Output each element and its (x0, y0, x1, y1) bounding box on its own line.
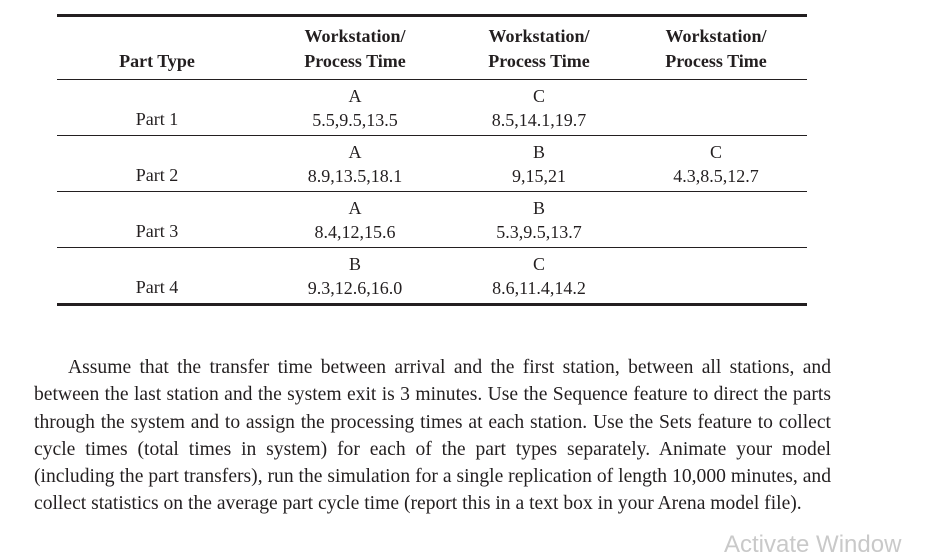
part-sequence-table (57, 14, 807, 306)
table-row (57, 248, 807, 305)
part-type-cell: Part 1 (135, 109, 179, 129)
part-type-cell: Part 2 (135, 165, 179, 185)
step-cell (257, 80, 453, 136)
step-cell (257, 192, 453, 248)
header-line2: Process Time (488, 51, 590, 71)
station-label: A (348, 86, 362, 106)
step-cell (453, 136, 625, 192)
step-cell (625, 248, 807, 305)
step-cell (453, 192, 625, 248)
station-label: C (532, 86, 545, 106)
part-type-cell: Part 3 (135, 221, 179, 241)
step-cell (625, 136, 807, 192)
header-workstation-1 (257, 16, 453, 80)
step-cell (625, 80, 807, 136)
station-label: B (532, 142, 545, 162)
activation-watermark: Activate Window (724, 531, 902, 558)
header-line1: Workstation/ (665, 26, 767, 46)
header-workstation-3 (625, 16, 807, 80)
problem-statement-paragraph: Assume that the transfer time between arrival and the first station, between all stations, and between the last station and the system exit is 3 minutes. Use the Sequence feature to direct the parts through the system and to assign the processing times at each station. Use the Sets feature to collect cycle times (total times in system) for each of the part types separately. Animate your model (including the part transfers), run the simulation for a single replication of length 10,000 minutes, and collect statistics on the average part cycle time (report this in a text box in your Arena model file). (34, 357, 831, 515)
process-times: 4.3,8.5,12.7 (673, 166, 759, 186)
table-row (57, 80, 807, 136)
process-times: 8.9,13.5,18.1 (307, 166, 403, 186)
step-cell (453, 80, 625, 136)
step-cell (453, 248, 625, 305)
header-line2: Process Time (304, 51, 406, 71)
process-times: 8.6,11.4,14.2 (492, 278, 586, 298)
table-row (57, 192, 807, 248)
station-label: A (348, 198, 362, 218)
process-times: 8.4,12,15.6 (314, 222, 396, 242)
station-label: B (532, 198, 545, 218)
step-cell (625, 192, 807, 248)
header-workstation-2 (453, 16, 625, 80)
step-cell (257, 248, 453, 305)
process-times: 9,15,21 (512, 166, 566, 186)
header-part-type (57, 16, 257, 80)
table-row (57, 136, 807, 192)
header-line2: Part Type (119, 51, 195, 71)
process-times: 9.3,12.6,16.0 (307, 278, 403, 298)
station-label: C (709, 142, 722, 162)
station-label: A (348, 142, 362, 162)
station-label: B (348, 254, 361, 274)
step-cell (257, 136, 453, 192)
station-label: C (532, 254, 545, 274)
part-type-cell: Part 4 (135, 277, 179, 297)
process-times: 8.5,14.1,19.7 (491, 110, 587, 130)
process-times: 5.5,9.5,13.5 (312, 110, 398, 130)
header-line1: Workstation/ (304, 26, 406, 46)
process-times: 5.3,9.5,13.7 (496, 222, 582, 242)
header-line1: Workstation/ (488, 26, 590, 46)
table-header-row (57, 16, 807, 80)
sequence-table-container (57, 14, 807, 306)
header-line2: Process Time (665, 51, 767, 71)
